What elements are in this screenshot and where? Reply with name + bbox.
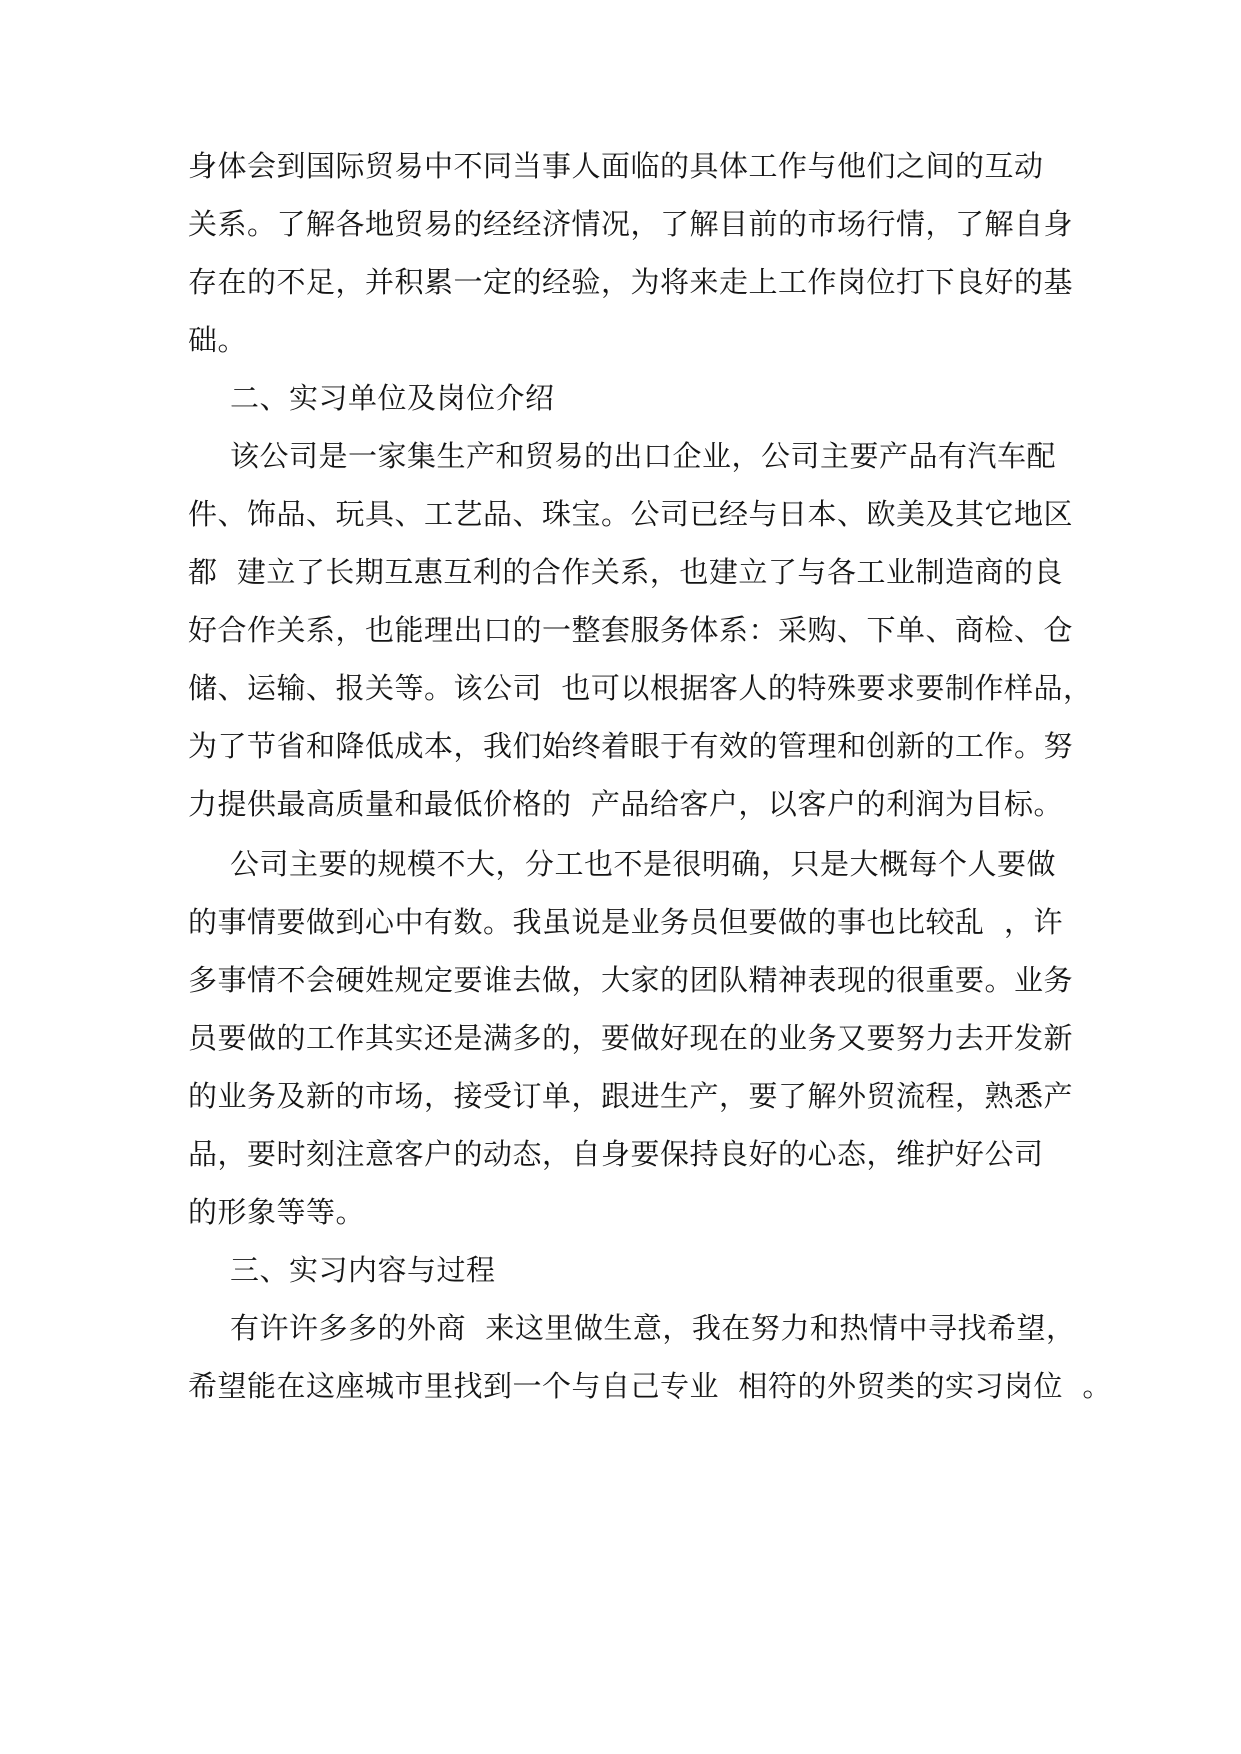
text-line: 存在的不足，并积累一定的经验，为将来走上工作岗位打下良好的基 [188,265,1074,299]
text-line: 的业务及新的市场，接受订单，跟进生产，要了解外贸流程，熟悉产 [188,1079,1074,1113]
text-line: 希望能在这座城市里找到一个与自己专业 相符的外贸类的实习岗位 。 [188,1369,1112,1403]
text-line: 好合作关系，也能理出口的一整套服务体系：采购、下单、商检、仓 [188,613,1074,647]
section-heading: 三、实习内容与过程 [230,1253,496,1287]
text-line: 该公司是一家集生产和贸易的出口企业，公司主要产品有汽车配 [230,439,1057,473]
text-line: 员要做的工作其实还是满多的，要做好现在的业务又要努力去开发新 [188,1021,1074,1055]
text-line: 身体会到国际贸易中不同当事人面临的具体工作与他们之间的互动 [188,149,1044,183]
text-line: 件、饰品、玩具、工艺品、珠宝。公司已经与日本、欧美及其它地区 [188,497,1074,531]
text-line: 的事情要做到心中有数。我虽说是业务员但要做的事也比较乱 ，许 [188,905,1063,939]
text-line: 储、运输、报关等。该公司 也可以根据客人的特殊要求要制作样品， [188,671,1093,705]
text-line: 为了节省和降低成本，我们始终着眼于有效的管理和创新的工作。努 [188,729,1074,763]
text-line: 有许许多多的外商 来这里做生意，我在努力和热情中寻找希望， [230,1311,1076,1345]
text-line: 多事情不会硬姓规定要谁去做，大家的团队精神表现的很重要。业务 [188,963,1074,997]
text-line: 础。 [188,323,248,357]
text-line: 品，要时刻注意客户的动态，自身要保持良好的心态，维护好公司 [188,1137,1044,1171]
text-line: 关系。了解各地贸易的经经济情况，了解目前的市场行情，了解自身 [188,207,1074,241]
text-line: 力提供最高质量和最低价格的 产品给客户，以客户的利润为目标。 [188,787,1063,821]
text-line: 都 建立了长期互惠互利的合作关系，也建立了与各工业制造商的良 [188,555,1063,589]
section-heading: 二、实习单位及岗位介绍 [230,381,555,415]
text-line: 的形象等等。 [188,1195,366,1229]
text-line: 公司主要的规模不大，分工也不是很明确，只是大概每个人要做 [230,847,1057,881]
